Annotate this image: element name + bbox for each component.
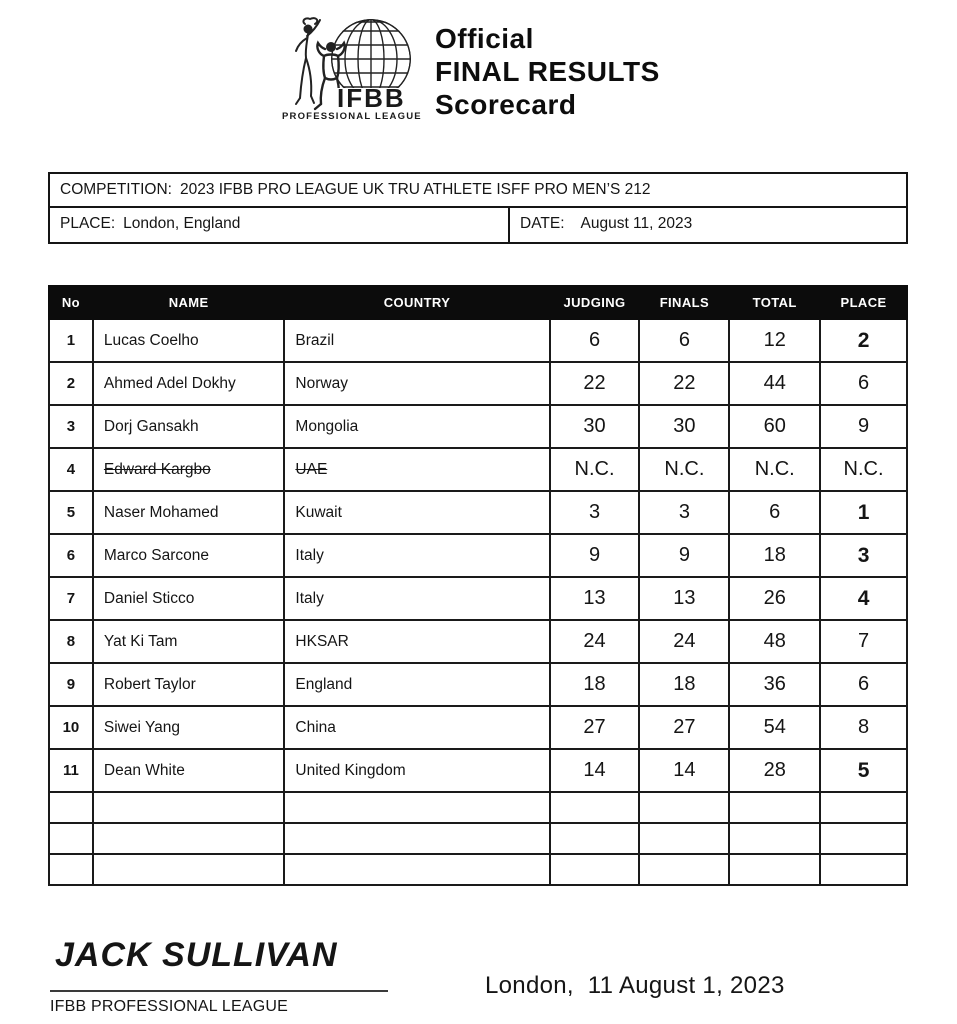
cell-no: 3: [49, 405, 93, 448]
cell-total: 54: [729, 706, 820, 749]
table-row: [49, 663, 907, 706]
cell-empty: [284, 854, 549, 885]
title-line-1: Official: [435, 23, 534, 54]
cell-finals: 6: [639, 319, 729, 362]
cell-total: 60: [729, 405, 820, 448]
competition-label: COMPETITION:: [60, 181, 172, 198]
competition-row: [50, 174, 906, 208]
cell-no: 8: [49, 620, 93, 663]
cell-finals: 3: [639, 491, 729, 534]
cell-name: Robert Taylor: [93, 663, 285, 706]
cell-judging: 30: [550, 405, 640, 448]
results-table-header: [49, 286, 907, 319]
cell-name: Edward Kargbo: [93, 448, 285, 491]
cell-empty: [49, 823, 93, 854]
cell-empty: [820, 854, 907, 885]
cell-finals: 24: [639, 620, 729, 663]
cell-place: 3: [820, 534, 907, 577]
cell-country: England: [284, 663, 549, 706]
cell-country: United Kingdom: [284, 749, 549, 792]
cell-place: 8: [820, 706, 907, 749]
cell-empty: [639, 823, 729, 854]
table-row: [49, 706, 907, 749]
cell-judging: 9: [550, 534, 640, 577]
results-table: [48, 285, 908, 886]
cell-empty: [284, 823, 549, 854]
place-label: PLACE:: [60, 215, 116, 232]
cell-name: Daniel Sticco: [93, 577, 285, 620]
place-value: London, England: [123, 215, 241, 232]
logo-suborg-text: PROFESSIONAL LEAGUE: [282, 111, 421, 122]
cell-finals: 22: [639, 362, 729, 405]
cell-empty: [550, 854, 640, 885]
table-row-empty: [49, 823, 907, 854]
table-row-empty: [49, 792, 907, 823]
cell-country: Brazil: [284, 319, 549, 362]
table-row: [49, 620, 907, 663]
ifbb-logo: [281, 14, 421, 122]
cell-country: Norway: [284, 362, 549, 405]
title-line-3: Scorecard: [435, 89, 577, 120]
cell-empty: [93, 792, 285, 823]
cell-judging: 3: [550, 491, 640, 534]
table-row-empty: [49, 854, 907, 885]
cell-no: 1: [49, 319, 93, 362]
cell-name: Marco Sarcone: [93, 534, 285, 577]
cell-empty: [49, 792, 93, 823]
cell-place: 7: [820, 620, 907, 663]
cell-place: N.C.: [820, 448, 907, 491]
column-header-finals: FINALS: [639, 286, 729, 319]
table-row: [49, 749, 907, 792]
female-figure-icon: [296, 18, 320, 104]
cell-name: Dean White: [93, 749, 285, 792]
table-row: [49, 534, 907, 577]
cell-place: 5: [820, 749, 907, 792]
document-title: [435, 14, 660, 121]
cell-place: 9: [820, 405, 907, 448]
cell-judging: N.C.: [550, 448, 640, 491]
cell-country: Mongolia: [284, 405, 549, 448]
cell-judging: 27: [550, 706, 640, 749]
cell-country: Italy: [284, 534, 549, 577]
cell-place: 4: [820, 577, 907, 620]
document-header: [281, 14, 660, 122]
cell-name: Lucas Coelho: [93, 319, 285, 362]
cell-empty: [550, 823, 640, 854]
cell-total: 36: [729, 663, 820, 706]
cell-country: Italy: [284, 577, 549, 620]
date-label: DATE:: [520, 215, 565, 232]
cell-finals: 9: [639, 534, 729, 577]
cell-empty: [729, 854, 820, 885]
signature-name: JACK SULLIVAN: [55, 936, 338, 974]
cell-total: 28: [729, 749, 820, 792]
place-cell: [50, 208, 510, 242]
cell-country: UAE: [284, 448, 549, 491]
cell-country: China: [284, 706, 549, 749]
cell-total: N.C.: [729, 448, 820, 491]
column-header-place: PLACE: [820, 286, 907, 319]
column-header-name: NAME: [93, 286, 285, 319]
column-header-total: TOTAL: [729, 286, 820, 319]
cell-empty: [550, 792, 640, 823]
place-date-row: [50, 208, 906, 242]
cell-name: Ahmed Adel Dokhy: [93, 362, 285, 405]
column-header-judging: JUDGING: [550, 286, 640, 319]
cell-finals: 30: [639, 405, 729, 448]
signature-line: [50, 990, 388, 992]
cell-empty: [820, 823, 907, 854]
cell-finals: N.C.: [639, 448, 729, 491]
cell-name: Naser Mohamed: [93, 491, 285, 534]
cell-country: Kuwait: [284, 491, 549, 534]
cell-place: 2: [820, 319, 907, 362]
logo-org-text: IFBB: [337, 83, 406, 113]
table-row: [49, 362, 907, 405]
cell-judging: 6: [550, 319, 640, 362]
results-body: [49, 319, 907, 885]
table-row: [49, 319, 907, 362]
cell-empty: [820, 792, 907, 823]
cell-total: 6: [729, 491, 820, 534]
footer-date-line: London, 11 August 1, 2023: [485, 972, 785, 999]
competition-value: 2023 IFBB PRO LEAGUE UK TRU ATHLETE ISFF PRO MEN’S 212: [179, 181, 651, 198]
cell-total: 12: [729, 319, 820, 362]
cell-name: Siwei Yang: [93, 706, 285, 749]
cell-finals: 13: [639, 577, 729, 620]
cell-country: HKSAR: [284, 620, 549, 663]
date-value: August 11, 2023: [580, 215, 693, 232]
cell-place: 6: [820, 362, 907, 405]
cell-no: 9: [49, 663, 93, 706]
cell-finals: 27: [639, 706, 729, 749]
cell-empty: [729, 823, 820, 854]
cell-no: 10: [49, 706, 93, 749]
cell-empty: [729, 792, 820, 823]
cell-empty: [93, 823, 285, 854]
cell-no: 6: [49, 534, 93, 577]
ifbb-logo-icon: [281, 14, 421, 122]
cell-no: 5: [49, 491, 93, 534]
cell-place: 6: [820, 663, 907, 706]
table-row: [49, 577, 907, 620]
cell-name: Dorj Gansakh: [93, 405, 285, 448]
table-row: [49, 405, 907, 448]
cell-total: 44: [729, 362, 820, 405]
cell-empty: [284, 792, 549, 823]
cell-empty: [639, 854, 729, 885]
cell-judging: 22: [550, 362, 640, 405]
competition-info-box: [48, 172, 908, 244]
cell-name: Yat Ki Tam: [93, 620, 285, 663]
cell-finals: 14: [639, 749, 729, 792]
cell-judging: 24: [550, 620, 640, 663]
cell-no: 7: [49, 577, 93, 620]
cell-no: 11: [49, 749, 93, 792]
cell-judging: 18: [550, 663, 640, 706]
cell-empty: [93, 854, 285, 885]
signature-org: IFBB PROFESSIONAL LEAGUE: [50, 998, 289, 1015]
cell-no: 2: [49, 362, 93, 405]
cell-total: 26: [729, 577, 820, 620]
cell-empty: [639, 792, 729, 823]
cell-finals: 18: [639, 663, 729, 706]
table-row: [49, 448, 907, 491]
cell-place: 1: [820, 491, 907, 534]
cell-judging: 14: [550, 749, 640, 792]
table-row: [49, 491, 907, 534]
column-header-country: COUNTRY: [284, 286, 549, 319]
cell-total: 48: [729, 620, 820, 663]
title-line-2: FINAL RESULTS: [435, 56, 660, 87]
cell-total: 18: [729, 534, 820, 577]
cell-judging: 13: [550, 577, 640, 620]
column-header-no: No: [49, 286, 93, 319]
cell-no: 4: [49, 448, 93, 491]
date-cell: [510, 208, 906, 242]
cell-empty: [49, 854, 93, 885]
